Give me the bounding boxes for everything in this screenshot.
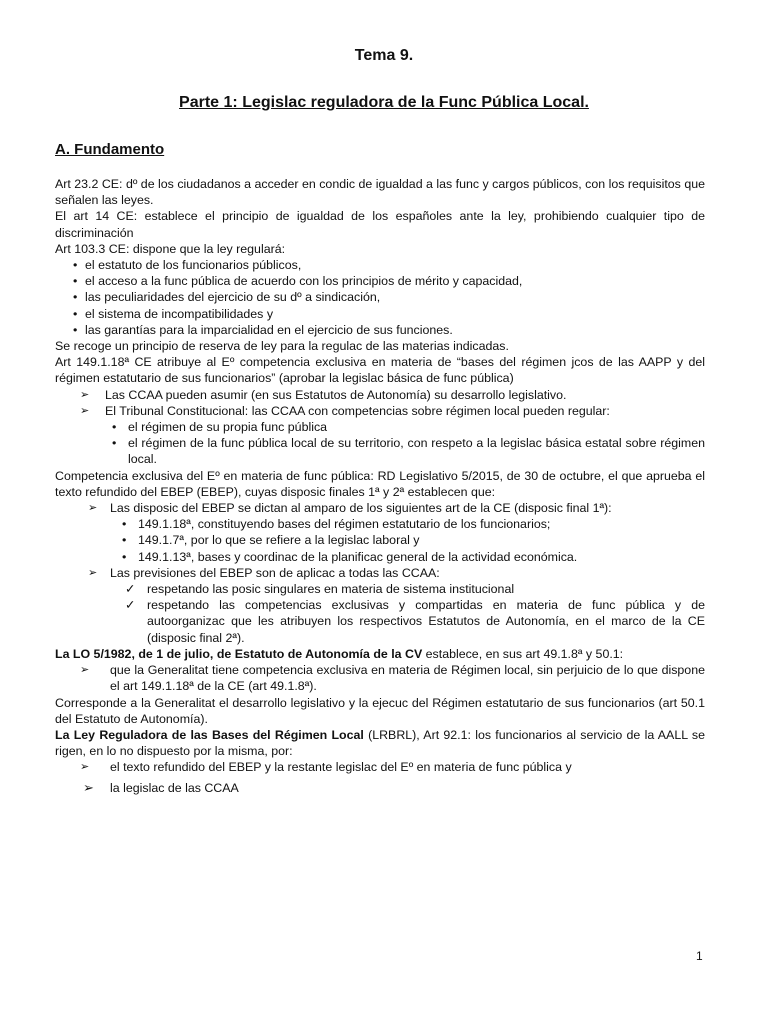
paragraph: Art 103.3 CE: dispone que la ley regulará: xyxy=(55,241,286,256)
arrow-list xyxy=(55,662,705,694)
check-item: ✓ respetando las competencias exclusivas y compartidas en materia de func pública y de autoorganizac que les atribuyen los respectivos Estatutos de Autonomía, en el marco de la CE (disposic final 2ª). xyxy=(55,597,705,646)
paragraph: Art 149.1.18ª CE atribuye al Eº competencia exclusiva en materia de “bases del régimen jcos de las AAPP y del régimen estatutario de sus funcionarios” (aprobar la legislac básica de func pública) xyxy=(55,355,705,386)
list-item: ➢ que la Generalitat tiene competencia exclusiva en materia de Régimen local, sin perjuicio de lo que dispone el art 149.1.18ª de la CE (art 49.1.8ª). xyxy=(55,662,705,694)
list-item: ➢ la legislac de las CCAA xyxy=(55,780,705,796)
list-item: • las garantías para la imparcialidad en el ejercicio de sus funciones. xyxy=(55,322,705,338)
list-item: • el régimen de su propia func pública xyxy=(55,419,705,435)
paragraph xyxy=(55,646,705,662)
section-heading: A. Fundamento xyxy=(55,141,165,158)
list-item: ➢ El Tribunal Constitucional: las CCAA con competencias sobre régimen local pueden regular: xyxy=(55,403,705,419)
arrow-list xyxy=(55,500,705,646)
list-item: ➢ el texto refundido del EBEP y la restante legislac del Eº en materia de func pública y xyxy=(55,759,705,775)
bold-citation: La LO 5/1982, de 1 de julio, de Estatuto de Autonomía de la CV xyxy=(55,646,423,661)
arrow-list xyxy=(55,387,705,468)
paragraph xyxy=(55,727,705,759)
list-item: • 149.1.13ª, bases y coordinac de la planificac general de la actividad económica. xyxy=(55,549,705,565)
list-item: • el estatuto de los funcionarios públicos, xyxy=(55,257,705,273)
document-body xyxy=(55,176,705,796)
list-item: • 149.1.18ª, constituyendo bases del régimen estatutario de los funcionarios; xyxy=(55,516,705,532)
list-item: • el régimen de la func pública local de su territorio, con respeto a la legislac básica estatal sobre régimen local. xyxy=(55,435,705,467)
list-item: • el sistema de incompatibilidades y xyxy=(55,306,705,322)
list-item: ➢ Las disposic del EBEP se dictan al amparo de los siguientes art de la CE (disposic final 1ª): xyxy=(55,500,705,516)
check-item: ✓ respetando las posic singulares en materia de sistema institucional xyxy=(55,581,705,597)
part-heading: Parte 1: Legislac reguladora de la Func Pública Local. xyxy=(179,94,589,111)
arrow-list xyxy=(55,759,705,795)
list-item: • las peculiaridades del ejercicio de su dº a sindicación, xyxy=(55,289,705,305)
page-title: Tema 9. xyxy=(354,47,414,64)
list-item: • 149.1.7ª, por lo que se refiere a la legislac laboral y xyxy=(55,532,705,548)
list-item: ➢ Las CCAA pueden asumir (en sus Estatutos de Autonomía) su desarrollo legislativo. xyxy=(55,387,705,403)
paragraph-text: (LRBRL), Art 92.1: los funcionarios al servicio de la AALL se rigen, en lo no dispuesto por la misma, por: xyxy=(55,727,705,759)
list-item: ➢ Las previsiones del EBEP son de aplicac a todas las CCAA: xyxy=(55,565,705,581)
paragraph: El art 14 CE: establece el principio de igualdad de los españoles ante la ley, prohibiendo cualquier tipo de discriminación xyxy=(55,209,705,240)
paragraph-text: establece, en sus art 49.1.8ª y 50.1: xyxy=(422,646,624,661)
paragraph: Art 23.2 CE: dº de los ciudadanos a acceder en condic de igualdad a las func y cargos públicos, con los requisitos que señalen las leyes. xyxy=(55,177,705,208)
paragraph: Competencia exclusiva del Eº en materia de func pública: RD Legislativo 5/2015, de 30 de octubre, el que aprueba el texto refundido del EBEP (EBEP), cuyas disposic finales 1ª y 2ª establecen que: xyxy=(55,468,705,499)
bold-citation: La Ley Reguladora de las Bases del Régimen Local xyxy=(55,727,364,742)
paragraph: Corresponde a la Generalitat el desarrollo legislativo y la ejecuc del Régimen estatutario de sus funcionarios (art 50.1 del Estatuto de Autonomía). xyxy=(55,695,705,726)
list-item: • el acceso a la func pública de acuerdo con los principios de mérito y capacidad, xyxy=(55,273,705,289)
paragraph: Se recoge un principio de reserva de ley para la regulac de las materias indicadas. xyxy=(55,339,509,354)
page-number: 1 xyxy=(696,949,703,963)
bullet-list xyxy=(55,257,705,338)
